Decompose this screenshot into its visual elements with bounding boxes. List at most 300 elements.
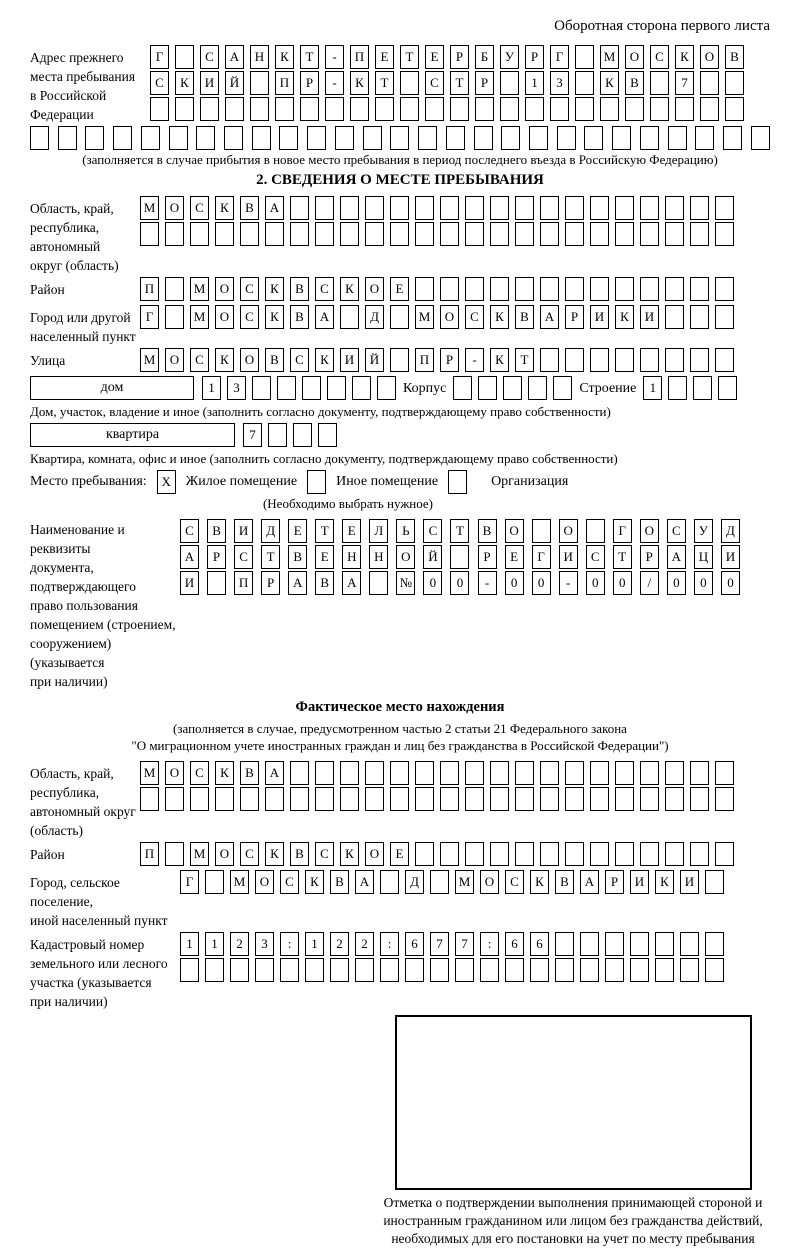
char-cell[interactable]: С [650,45,669,69]
char-cell[interactable] [453,376,472,400]
char-cell[interactable] [590,842,609,866]
char-cell[interactable] [275,97,294,121]
char-cell[interactable]: 0 [505,571,524,595]
char-cell[interactable]: Ь [396,519,415,543]
char-cell[interactable] [665,842,684,866]
char-cell[interactable] [640,196,659,220]
char-cell[interactable]: К [340,842,359,866]
char-cell[interactable] [175,45,194,69]
char-cell[interactable] [529,126,548,150]
char-cell[interactable] [390,305,409,329]
char-cell[interactable] [255,958,274,982]
char-cell[interactable]: И [200,71,219,95]
char-cell[interactable]: М [140,196,159,220]
char-cell[interactable] [550,97,569,121]
char-cell[interactable] [365,196,384,220]
char-cell[interactable] [415,277,434,301]
char-cell[interactable]: Г [150,45,169,69]
checkbox-dwelling[interactable]: X [157,470,176,494]
char-cell[interactable] [715,222,734,246]
char-cell[interactable] [140,787,159,811]
char-cell[interactable] [330,958,349,982]
char-cell[interactable] [252,126,271,150]
char-cell[interactable] [515,222,534,246]
char-cell[interactable] [268,423,287,447]
char-cell[interactable]: - [465,348,484,372]
char-cell[interactable]: О [255,870,274,894]
char-cell[interactable] [565,196,584,220]
char-cell[interactable] [440,196,459,220]
char-cell[interactable] [302,376,321,400]
char-cell[interactable]: К [215,196,234,220]
char-cell[interactable]: : [380,932,399,956]
char-cell[interactable] [240,222,259,246]
char-cell[interactable] [515,277,534,301]
char-cell[interactable]: Т [315,519,334,543]
char-cell[interactable] [305,958,324,982]
char-cell[interactable] [557,126,576,150]
char-cell[interactable]: К [490,305,509,329]
char-cell[interactable]: / [640,571,659,595]
char-cell[interactable] [440,842,459,866]
char-cell[interactable] [440,787,459,811]
char-cell[interactable] [430,870,449,894]
char-cell[interactable]: А [540,305,559,329]
char-cell[interactable] [540,787,559,811]
char-cell[interactable] [690,222,709,246]
char-cell[interactable] [575,45,594,69]
char-cell[interactable]: Т [613,545,632,569]
char-cell[interactable] [615,842,634,866]
char-cell[interactable] [490,842,509,866]
char-cell[interactable] [565,761,584,785]
char-cell[interactable]: В [478,519,497,543]
char-cell[interactable]: 7 [430,932,449,956]
char-cell[interactable]: Е [425,45,444,69]
char-cell[interactable]: С [425,71,444,95]
char-cell[interactable] [605,958,624,982]
char-cell[interactable]: 1 [525,71,544,95]
char-cell[interactable]: Л [369,519,388,543]
char-cell[interactable]: Б [475,45,494,69]
char-cell[interactable] [584,126,603,150]
char-cell[interactable]: С [240,277,259,301]
char-cell[interactable]: Р [475,71,494,95]
char-cell[interactable] [693,376,712,400]
char-cell[interactable]: 2 [230,932,249,956]
char-cell[interactable] [440,761,459,785]
char-cell[interactable] [352,376,371,400]
char-cell[interactable]: 0 [450,571,469,595]
char-cell[interactable] [475,97,494,121]
char-cell[interactable]: О [505,519,524,543]
char-cell[interactable]: С [465,305,484,329]
char-cell[interactable] [318,423,337,447]
char-cell[interactable]: В [288,545,307,569]
char-cell[interactable] [224,126,243,150]
char-cell[interactable] [625,97,644,121]
char-cell[interactable]: Т [300,45,319,69]
char-cell[interactable]: Е [342,519,361,543]
char-cell[interactable] [612,126,631,150]
char-cell[interactable]: Д [365,305,384,329]
char-cell[interactable] [165,222,184,246]
char-cell[interactable] [490,222,509,246]
char-cell[interactable]: П [234,571,253,595]
char-cell[interactable] [580,958,599,982]
char-cell[interactable] [565,277,584,301]
char-cell[interactable] [340,787,359,811]
char-cell[interactable]: 2 [355,932,374,956]
char-cell[interactable]: О [396,545,415,569]
char-cell[interactable]: Е [390,842,409,866]
char-cell[interactable]: К [215,348,234,372]
char-cell[interactable] [490,277,509,301]
char-cell[interactable]: П [140,842,159,866]
char-cell[interactable]: С [190,761,209,785]
char-cell[interactable] [500,71,519,95]
char-cell[interactable] [290,196,309,220]
char-cell[interactable]: К [275,45,294,69]
char-cell[interactable] [590,761,609,785]
char-cell[interactable] [505,958,524,982]
char-cell[interactable]: Е [390,277,409,301]
char-cell[interactable] [665,196,684,220]
char-cell[interactable]: К [600,71,619,95]
char-cell[interactable]: С [150,71,169,95]
char-cell[interactable]: В [265,348,284,372]
char-cell[interactable] [180,958,199,982]
char-cell[interactable]: Т [375,71,394,95]
char-cell[interactable] [690,305,709,329]
char-cell[interactable] [446,126,465,150]
char-cell[interactable] [315,222,334,246]
char-cell[interactable] [215,222,234,246]
char-cell[interactable]: И [180,571,199,595]
char-cell[interactable]: Е [315,545,334,569]
char-cell[interactable]: О [480,870,499,894]
char-cell[interactable]: 3 [550,71,569,95]
char-cell[interactable] [250,71,269,95]
char-cell[interactable] [590,222,609,246]
char-cell[interactable]: О [559,519,578,543]
char-cell[interactable] [207,571,226,595]
char-cell[interactable]: К [305,870,324,894]
char-cell[interactable] [250,97,269,121]
char-cell[interactable] [440,222,459,246]
char-cell[interactable] [290,761,309,785]
char-cell[interactable] [440,277,459,301]
char-cell[interactable] [580,932,599,956]
char-cell[interactable]: Г [140,305,159,329]
char-cell[interactable]: 6 [505,932,524,956]
char-cell[interactable]: 3 [227,376,246,400]
char-cell[interactable]: В [725,45,744,69]
char-cell[interactable] [450,545,469,569]
char-cell[interactable] [415,222,434,246]
char-cell[interactable] [377,376,396,400]
char-cell[interactable] [725,71,744,95]
char-cell[interactable] [400,71,419,95]
char-cell[interactable] [590,787,609,811]
char-cell[interactable] [85,126,104,150]
char-cell[interactable] [335,126,354,150]
char-cell[interactable]: К [265,842,284,866]
char-cell[interactable] [630,932,649,956]
char-cell[interactable] [215,787,234,811]
char-cell[interactable] [293,423,312,447]
char-cell[interactable] [555,932,574,956]
char-cell[interactable]: И [559,545,578,569]
char-cell[interactable]: М [140,761,159,785]
char-cell[interactable]: К [615,305,634,329]
char-cell[interactable] [140,222,159,246]
char-cell[interactable]: О [440,305,459,329]
char-cell[interactable] [225,97,244,121]
char-cell[interactable] [465,761,484,785]
char-cell[interactable]: В [625,71,644,95]
char-cell[interactable] [668,376,687,400]
char-cell[interactable] [390,196,409,220]
char-cell[interactable]: 7 [243,423,262,447]
char-cell[interactable] [165,305,184,329]
char-cell[interactable]: М [455,870,474,894]
char-cell[interactable]: И [640,305,659,329]
char-cell[interactable] [425,97,444,121]
char-cell[interactable] [586,519,605,543]
char-cell[interactable]: А [288,571,307,595]
char-cell[interactable]: Д [261,519,280,543]
char-cell[interactable]: О [215,277,234,301]
char-cell[interactable] [690,196,709,220]
char-cell[interactable]: В [555,870,574,894]
char-cell[interactable]: С [180,519,199,543]
char-cell[interactable] [165,787,184,811]
char-cell[interactable]: Н [250,45,269,69]
char-cell[interactable] [540,222,559,246]
char-cell[interactable] [680,932,699,956]
checkbox-other-premises[interactable] [307,470,326,494]
char-cell[interactable]: Р [440,348,459,372]
char-cell[interactable]: Т [400,45,419,69]
char-cell[interactable] [150,97,169,121]
char-cell[interactable]: У [500,45,519,69]
char-cell[interactable]: Р [605,870,624,894]
char-cell[interactable]: 0 [721,571,740,595]
char-cell[interactable]: С [280,870,299,894]
char-cell[interactable]: Н [342,545,361,569]
char-cell[interactable] [540,761,559,785]
char-cell[interactable]: 0 [532,571,551,595]
char-cell[interactable] [240,787,259,811]
char-cell[interactable] [555,958,574,982]
char-cell[interactable] [525,97,544,121]
char-cell[interactable] [540,842,559,866]
char-cell[interactable] [390,126,409,150]
char-cell[interactable]: И [680,870,699,894]
char-cell[interactable] [369,571,388,595]
char-cell[interactable]: Е [288,519,307,543]
char-cell[interactable]: М [190,277,209,301]
char-cell[interactable]: О [365,842,384,866]
char-cell[interactable]: Г [550,45,569,69]
char-cell[interactable] [690,787,709,811]
char-cell[interactable]: В [207,519,226,543]
char-cell[interactable] [715,277,734,301]
char-cell[interactable] [515,196,534,220]
char-cell[interactable] [715,196,734,220]
char-cell[interactable] [350,97,369,121]
char-cell[interactable] [196,126,215,150]
char-cell[interactable]: - [325,45,344,69]
char-cell[interactable] [490,196,509,220]
char-cell[interactable]: М [415,305,434,329]
char-cell[interactable]: И [234,519,253,543]
char-cell[interactable]: А [355,870,374,894]
char-cell[interactable] [169,126,188,150]
char-cell[interactable] [695,126,714,150]
char-cell[interactable] [705,870,724,894]
char-cell[interactable]: С [190,196,209,220]
char-cell[interactable] [715,787,734,811]
char-cell[interactable] [190,787,209,811]
char-cell[interactable] [640,842,659,866]
char-cell[interactable]: М [140,348,159,372]
char-cell[interactable] [565,222,584,246]
char-cell[interactable] [590,348,609,372]
char-cell[interactable] [340,761,359,785]
char-cell[interactable]: 3 [255,932,274,956]
char-cell[interactable] [340,305,359,329]
char-cell[interactable]: Г [613,519,632,543]
char-cell[interactable] [355,958,374,982]
char-cell[interactable] [675,97,694,121]
char-cell[interactable] [690,277,709,301]
char-cell[interactable] [415,787,434,811]
char-cell[interactable] [165,842,184,866]
char-cell[interactable]: А [315,305,334,329]
char-cell[interactable] [532,519,551,543]
char-cell[interactable]: М [230,870,249,894]
char-cell[interactable] [540,196,559,220]
char-cell[interactable]: К [265,305,284,329]
char-cell[interactable] [205,958,224,982]
char-cell[interactable]: Т [261,545,280,569]
char-cell[interactable]: В [290,842,309,866]
char-cell[interactable]: А [180,545,199,569]
char-cell[interactable]: А [225,45,244,69]
char-cell[interactable]: К [350,71,369,95]
char-cell[interactable] [415,761,434,785]
char-cell[interactable]: О [165,348,184,372]
char-cell[interactable] [315,761,334,785]
char-cell[interactable]: Д [721,519,740,543]
char-cell[interactable] [325,97,344,121]
char-cell[interactable] [390,787,409,811]
char-cell[interactable] [200,97,219,121]
char-cell[interactable]: С [190,348,209,372]
char-cell[interactable] [190,222,209,246]
char-cell[interactable]: С [200,45,219,69]
char-cell[interactable] [415,842,434,866]
char-cell[interactable]: М [190,305,209,329]
char-cell[interactable] [365,222,384,246]
char-cell[interactable]: К [675,45,694,69]
char-cell[interactable] [265,222,284,246]
checkbox-organization[interactable] [448,470,467,494]
char-cell[interactable]: Р [478,545,497,569]
char-cell[interactable]: О [215,842,234,866]
char-cell[interactable] [500,97,519,121]
char-cell[interactable] [715,842,734,866]
char-cell[interactable]: С [315,277,334,301]
char-cell[interactable] [277,376,296,400]
char-cell[interactable] [680,958,699,982]
char-cell[interactable]: Р [300,71,319,95]
char-cell[interactable] [480,958,499,982]
char-cell[interactable]: 7 [455,932,474,956]
char-cell[interactable] [430,958,449,982]
char-cell[interactable] [365,761,384,785]
char-cell[interactable] [165,277,184,301]
char-cell[interactable]: 7 [675,71,694,95]
char-cell[interactable] [668,126,687,150]
char-cell[interactable]: К [215,761,234,785]
char-cell[interactable] [700,71,719,95]
char-cell[interactable]: О [165,196,184,220]
char-cell[interactable] [540,348,559,372]
char-cell[interactable] [515,842,534,866]
char-cell[interactable]: А [265,196,284,220]
char-cell[interactable] [474,126,493,150]
char-cell[interactable] [690,348,709,372]
char-cell[interactable]: А [580,870,599,894]
char-cell[interactable]: К [655,870,674,894]
char-cell[interactable]: 6 [405,932,424,956]
char-cell[interactable]: Й [225,71,244,95]
char-cell[interactable] [363,126,382,150]
char-cell[interactable] [640,126,659,150]
char-cell[interactable] [690,842,709,866]
char-cell[interactable] [280,958,299,982]
char-cell[interactable] [390,222,409,246]
char-cell[interactable] [640,277,659,301]
char-cell[interactable] [615,348,634,372]
char-cell[interactable] [315,196,334,220]
char-cell[interactable]: Е [375,45,394,69]
char-cell[interactable] [528,376,547,400]
char-cell[interactable]: О [215,305,234,329]
char-cell[interactable]: В [330,870,349,894]
char-cell[interactable]: У [694,519,713,543]
char-cell[interactable] [751,126,770,150]
char-cell[interactable] [540,277,559,301]
char-cell[interactable] [300,97,319,121]
char-cell[interactable] [365,787,384,811]
char-cell[interactable]: И [630,870,649,894]
char-cell[interactable] [400,97,419,121]
char-cell[interactable] [307,126,326,150]
char-cell[interactable] [565,348,584,372]
char-cell[interactable] [665,348,684,372]
char-cell[interactable] [615,787,634,811]
char-cell[interactable]: С [315,842,334,866]
char-cell[interactable]: О [625,45,644,69]
char-cell[interactable]: О [365,277,384,301]
char-cell[interactable] [252,376,271,400]
char-cell[interactable]: С [586,545,605,569]
char-cell[interactable] [465,196,484,220]
